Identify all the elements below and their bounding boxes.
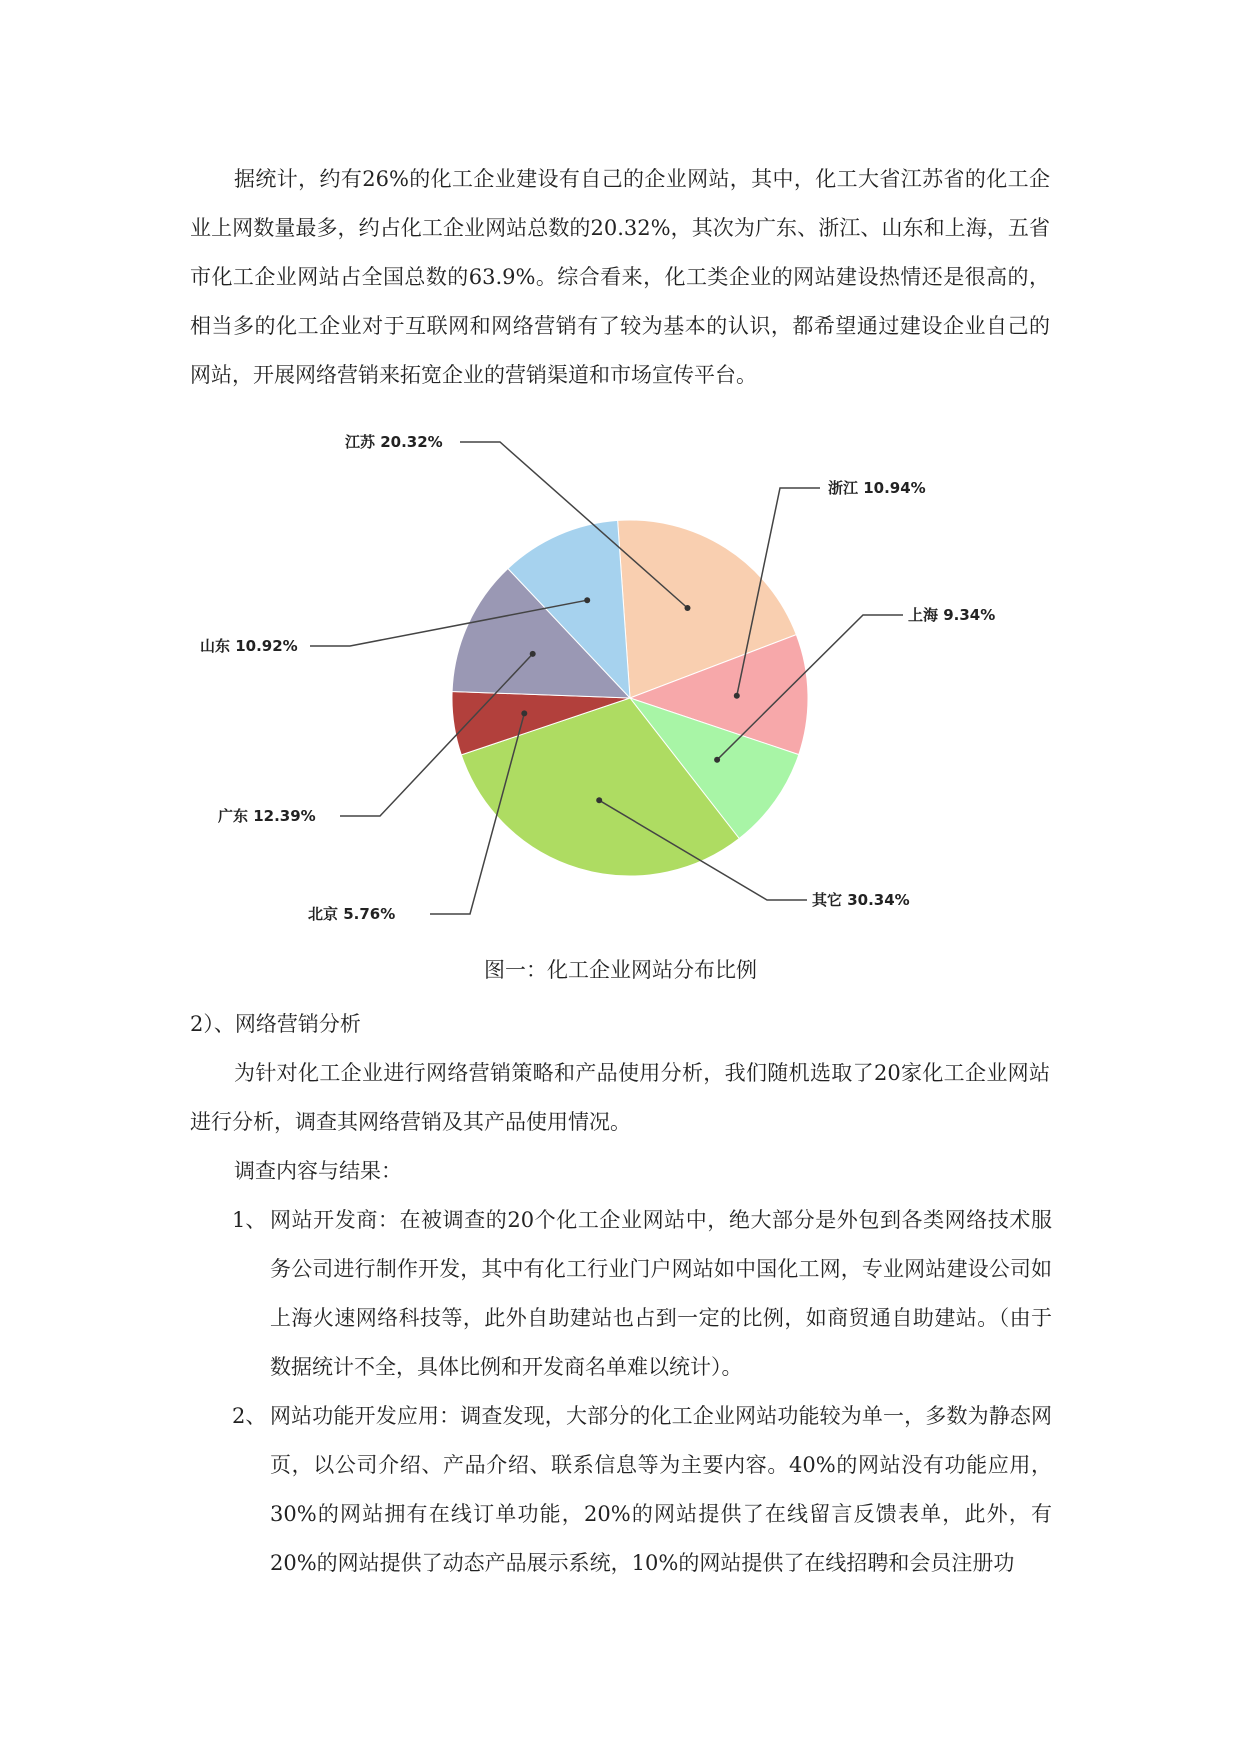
figure-caption: 图一：化工企业网站分布比例 — [484, 958, 757, 982]
list-item-number: 1、 — [232, 1208, 267, 1232]
pie-chart — [200, 420, 1050, 950]
slice-label-江苏: 江苏 20.32% — [345, 433, 443, 451]
section-heading: 2）、网络营销分析 — [190, 1012, 361, 1036]
list-item-number: 2、 — [232, 1404, 267, 1428]
leader-dot-上海 — [714, 757, 720, 763]
intro-paragraph: 据统计，约有26%的化工企业建设有自己的企业网站，其中，化工大省江苏省的化工企业上网数量最多，约占化工企业网站总数的20.32%，其次为广东、浙江、山东和上海，五省市化工企业网站占全国总数的63.9%。综合看来，化工类企业的网站建设热情还是很高的，相当多的化工企业对于互联网和网络营销有了较为基本的认识，都希望通过建设企业自己的网站，开展网络营销来拓宽企业的营销渠道和市场宣传平台。 — [190, 167, 1050, 387]
slice-label-北京: 北京 5.76% — [308, 905, 396, 923]
slice-label-浙江: 浙江 10.94% — [828, 479, 926, 497]
leader-dot-浙江 — [734, 693, 740, 699]
results-list — [232, 1196, 1052, 1588]
leader-dot-山东 — [584, 597, 590, 603]
leader-dot-江苏 — [685, 605, 691, 611]
slice-label-广东: 广东 12.39% — [218, 807, 316, 825]
slice-label-上海: 上海 9.34% — [908, 606, 996, 624]
list-item-text: 网站开发商：在被调查的20个化工企业网站中，绝大部分是外包到各类网络技术服务公司进行制作开发，其中有化工行业门户网站如中国化工网，专业网站建设公司如上海火速网络科技等，此外自助建站也占到一定的比例，如商贸通自助建站。（由于数据统计不全，具体比例和开发商名单难以统计）。 — [270, 1208, 1052, 1379]
section-paragraph: 为针对化工企业进行网络营销策略和产品使用分析，我们随机选取了20家化工企业网站进行分析，调查其网络营销及其产品使用情况。 — [190, 1061, 1050, 1134]
list-item-text: 网站功能开发应用：调查发现，大部分的化工企业网站功能较为单一，多数为静态网页，以公司介绍、产品介绍、联系信息等为主要内容。40%的网站没有功能应用，30%的网站拥有在线订单功能，20%的网站提供了在线留言反馈表单，此外，有20%的网站提供了动态产品展示系统，10%的网站提供了在线招聘和会员注册功 — [270, 1404, 1052, 1575]
leader-dot-其它 — [596, 797, 602, 803]
leader-dot-广东 — [530, 651, 536, 657]
slice-label-山东: 山东 10.92% — [200, 637, 298, 655]
pie-slices — [452, 520, 808, 876]
slice-label-其它: 其它 30.34% — [812, 891, 910, 909]
results-heading: 调查内容与结果： — [234, 1159, 402, 1183]
list-item — [232, 1196, 1052, 1392]
list-item — [232, 1392, 1052, 1588]
leader-dot-北京 — [521, 710, 527, 716]
